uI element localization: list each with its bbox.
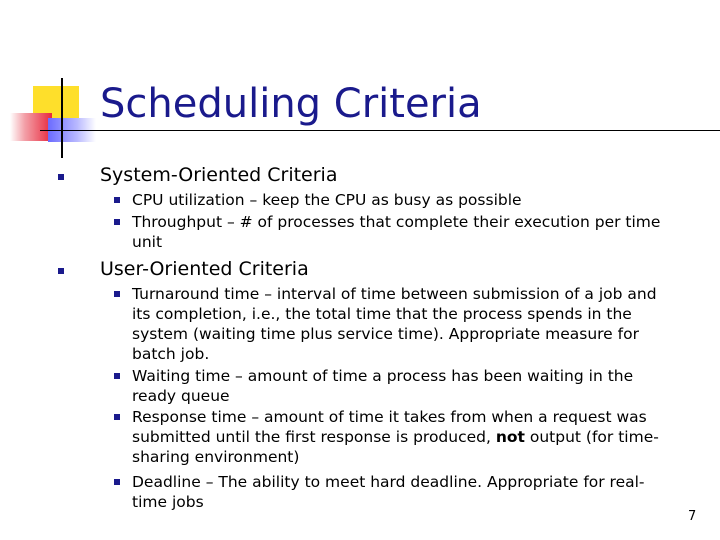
bullet-icon [114, 414, 120, 420]
list-item: Throughput – # of processes that complete their execution per time unit [132, 213, 661, 251]
item-text-before: Response time – amount of time it takes from when a request was submitted until the first response is produced, [132, 408, 647, 446]
page-number: 7 [688, 509, 697, 524]
bullet-icon [114, 479, 120, 485]
section-heading-user: User-Oriented Criteria [100, 258, 309, 280]
list-item [132, 407, 662, 467]
list-item: CPU utilization – keep the CPU as busy as possible [132, 191, 522, 209]
bullet-icon [114, 197, 120, 203]
list-item: Deadline – The ability to meet hard deadline. Appropriate for real-time jobs [132, 473, 645, 511]
item-text-after: output (for time-sharing environment) [132, 428, 659, 466]
list-item: Waiting time – amount of time a process has been waiting in the ready queue [132, 367, 634, 405]
slide-title: Scheduling Criteria [100, 81, 482, 127]
bullet-icon [114, 219, 120, 225]
list-item: Turnaround time – interval of time between submission of a job and its completion, i.e., the total time that the process spends in the system (waiting time plus service time). Appropriate measure for batch job. [132, 285, 657, 363]
section-heading-system: System-Oriented Criteria [100, 164, 338, 186]
bullet-icon [114, 291, 120, 297]
item-text-bold: not [495, 428, 525, 446]
bullet-icon [58, 268, 64, 274]
bullet-icon [114, 373, 120, 379]
bullet-icon [58, 174, 64, 180]
